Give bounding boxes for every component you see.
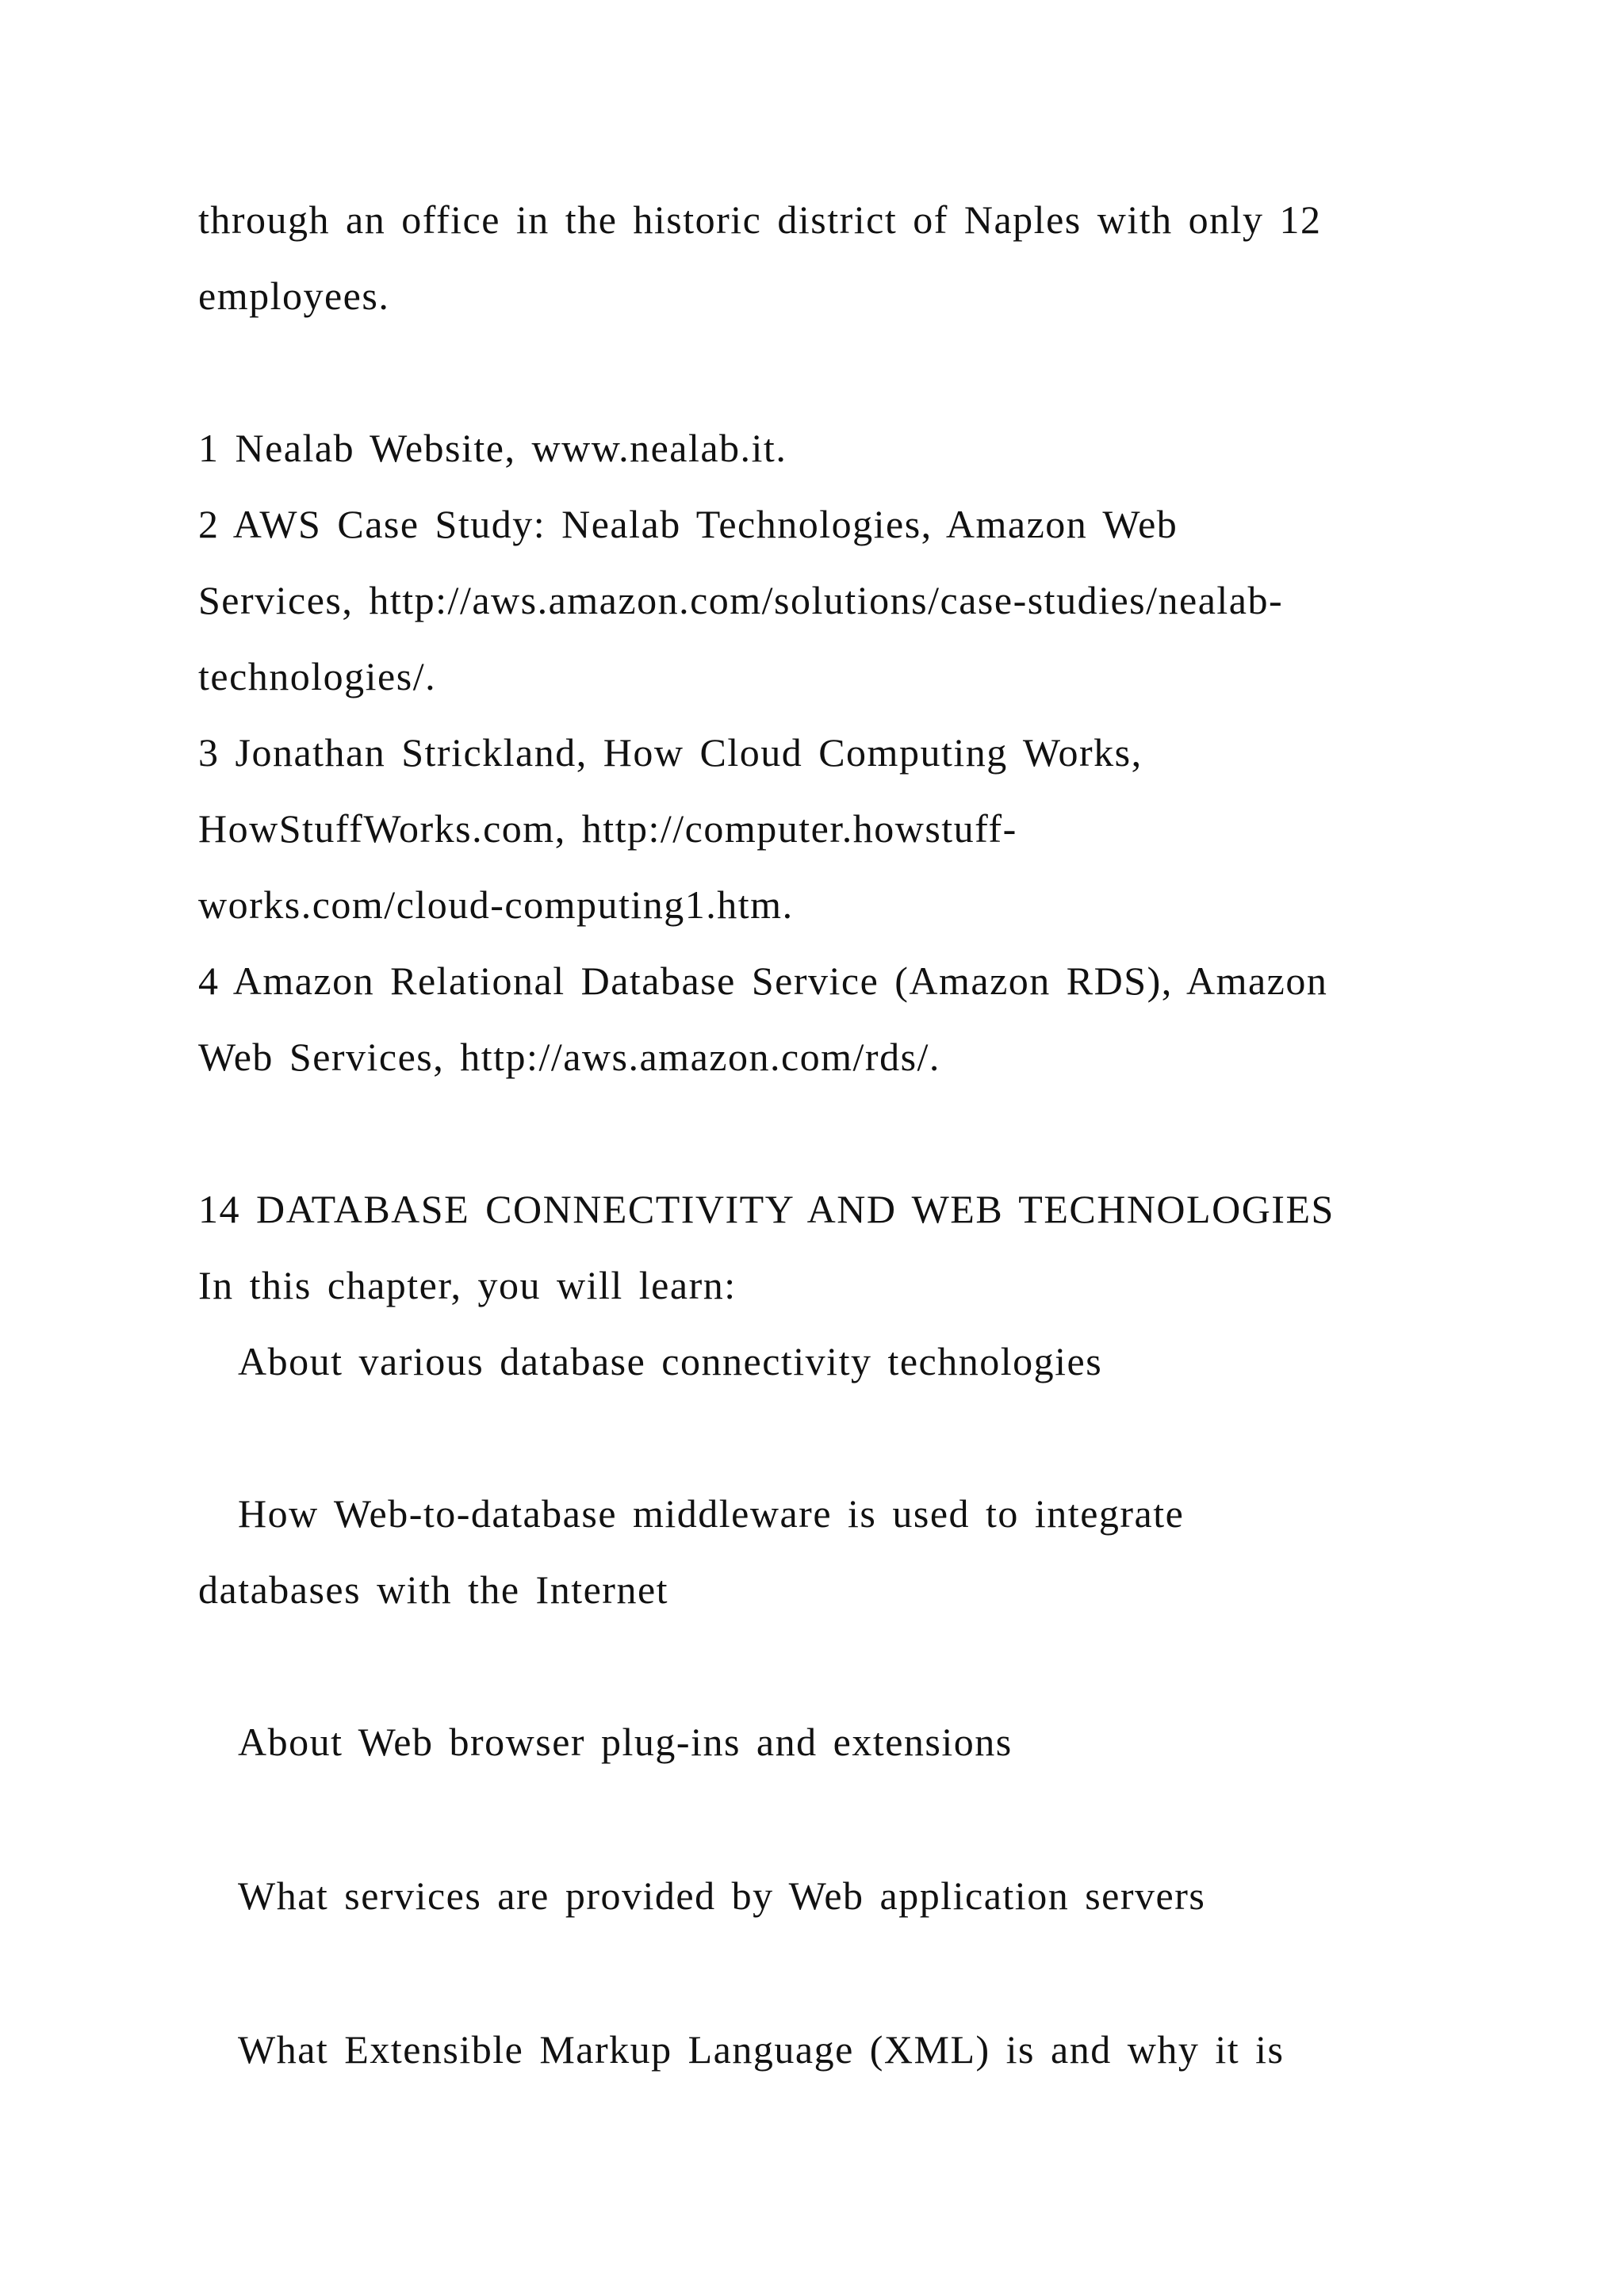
- objective-item: What services are provided by Web application servers: [238, 1873, 1206, 1918]
- footnote-2: 2 AWS Case Study: Nealab Technologies, Amazon Web: [198, 502, 1178, 546]
- footnote-1: 1 Nealab Website, www.nealab.it.: [198, 426, 787, 470]
- objective-item: About Web browser plug-ins and extensions: [238, 1720, 1013, 1764]
- objective-item: What Extensible Markup Language (XML) is and why it is: [238, 2027, 1285, 2072]
- chapter-intro: In this chapter, you will learn:: [198, 1263, 737, 1307]
- footnote-2-continued: Services, http://aws.amazon.com/solutions/case-studies/nealab-: [198, 578, 1284, 622]
- footnote-4-continued: Web Services, http://aws.amazon.com/rds/.: [198, 1035, 940, 1079]
- footnote-4: 4 Amazon Relational Database Service (Amazon RDS), Amazon: [198, 959, 1328, 1003]
- footnote-2-continued: technologies/.: [198, 654, 437, 698]
- chapter-title: 14 DATABASE CONNECTIVITY AND WEB TECHNOLOGIES: [198, 1187, 1335, 1231]
- footnote-3-continued: HowStuffWorks.com, http://computer.howstuff-: [198, 806, 1017, 851]
- objective-item: How Web-to-database middleware is used to integrate: [238, 1491, 1185, 1536]
- footnote-3: 3 Jonathan Strickland, How Cloud Computing Works,: [198, 730, 1143, 775]
- objective-item: About various database connectivity technologies: [238, 1339, 1103, 1383]
- body-text-line: through an office in the historic district of Naples with only 12: [198, 197, 1322, 242]
- objective-item-continued: databases with the Internet: [198, 1567, 669, 1612]
- body-text-line: employees.: [198, 274, 390, 318]
- footnote-3-continued: works.com/cloud-computing1.htm.: [198, 882, 794, 927]
